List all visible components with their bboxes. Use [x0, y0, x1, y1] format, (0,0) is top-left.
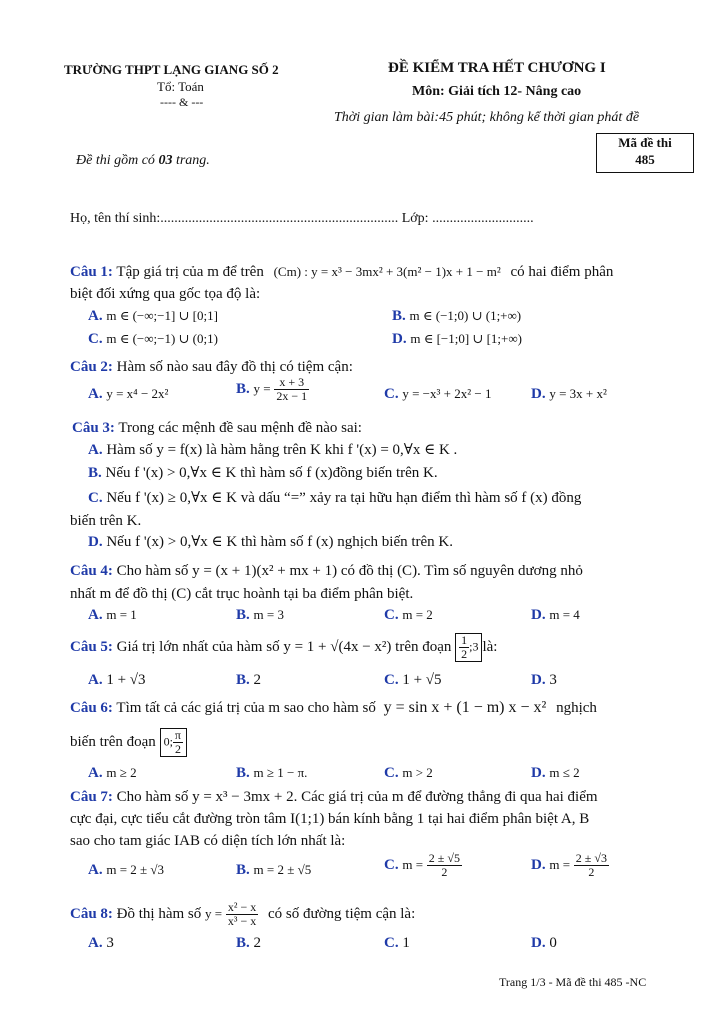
exam-time: Thời gian làm bài:45 phút; không kể thời gian phát đề	[334, 110, 640, 125]
q4-option-c	[384, 605, 433, 625]
q4-option-d	[531, 605, 580, 625]
q7-c-label: C.	[384, 856, 399, 873]
exam-code-box	[596, 133, 694, 173]
q7-b-label: B.	[236, 862, 250, 878]
q5-interval-den: 2	[461, 647, 468, 661]
q5-text-b: là:	[482, 638, 498, 655]
q6-option-a	[88, 763, 137, 783]
q5-b-label: B.	[236, 672, 250, 688]
q3-label: Câu 3:	[72, 420, 115, 436]
q7-a-text: m = 2 ± √3	[106, 862, 165, 877]
q2-b-label: B.	[236, 380, 250, 397]
q1-a-text: m ∈ (−∞;−1] ∪ [0;1]	[106, 308, 218, 323]
q2-d-label: D.	[531, 386, 546, 402]
question-7	[70, 787, 598, 807]
q1-d-text: m ∈ [−1;0] ∪ [1;+∞)	[410, 331, 522, 346]
q7-c-num: 2 ± √5	[428, 851, 460, 865]
q8-option-d	[531, 933, 557, 953]
q4-b-label: B.	[236, 607, 250, 623]
q7-d-num: 2 ± √3	[575, 851, 607, 865]
q3-a-label: A.	[88, 442, 103, 458]
q1-d-label: D.	[392, 331, 407, 347]
q4-option-a	[88, 605, 137, 625]
q3-option-a	[88, 440, 457, 460]
q1-c-text: m ∈ (−∞;−1) ∪ (0;1)	[106, 331, 218, 346]
exam-code: 485	[635, 152, 655, 167]
q4-option-b	[236, 605, 284, 625]
q7-option-b	[236, 860, 311, 880]
q5-text-a: Giá trị lớn nhất của hàm số y = 1 + √(4x − x²) trên đoạn	[116, 638, 452, 655]
pages-note	[76, 153, 210, 169]
q4-d-label: D.	[531, 607, 546, 623]
q8-f-den: x³ − x	[227, 914, 257, 928]
q8-d-label: D.	[531, 935, 546, 951]
q2-option-b	[236, 376, 309, 403]
q2-text: Hàm số nào sau đây đồ thị có tiệm cận:	[116, 359, 353, 375]
q4-a-text: m = 1	[106, 607, 137, 622]
q8-a-label: A.	[88, 935, 103, 951]
q3-option-b	[88, 463, 438, 483]
q1-b-text: m ∈ (−1;0) ∪ (1;+∞)	[409, 308, 522, 323]
student-info-line: Họ, tên thí sinh:.................................................................... Lớp: .............................	[70, 211, 534, 226]
q8-option-a	[88, 933, 114, 953]
q3-b-label: B.	[88, 465, 102, 481]
q6-option-d	[531, 763, 580, 783]
q5-a-label: A.	[88, 672, 103, 688]
q2-b-den: 2x − 1	[276, 389, 308, 403]
q2-option-a	[88, 384, 168, 404]
q6-c-label: C.	[384, 765, 399, 781]
q7-b-text: m = 2 ± √5	[253, 862, 312, 877]
q8-text-a: Đồ thị hàm số	[116, 905, 202, 922]
q8-option-b	[236, 933, 261, 953]
q5-a-text: 1 + √3	[106, 672, 146, 688]
q7-d-label: D.	[531, 856, 546, 873]
q7-text-a: Cho hàm số y = x³ − 3mx + 2. Các giá trị của m để đường thẳng đi qua hai điểm	[116, 789, 598, 805]
question-4	[70, 561, 583, 581]
q2-a-label: A.	[88, 386, 103, 402]
q7-d-fraction	[574, 852, 609, 879]
q5-interval-tail: ;3	[469, 639, 479, 654]
q7-text-c: sao cho tam giác IAB có diện tích lớn nhất là:	[70, 833, 346, 849]
exam-subject: Môn: Giải tích 12- Nâng cao	[412, 84, 582, 99]
q6-text-c: biến trên đoạn	[70, 733, 156, 750]
q6-label: Câu 6:	[70, 700, 113, 716]
q1-label: Câu 1:	[70, 264, 113, 280]
q8-d-text: 0	[549, 935, 557, 951]
q7-c-fraction	[427, 852, 462, 879]
q1-a-label: A.	[88, 308, 103, 324]
q2-c-text: y = −x³ + 2x² − 1	[402, 386, 492, 401]
q2-option-c	[384, 384, 491, 404]
q1-text: Tập giá trị của m để trên	[116, 264, 264, 280]
q3-option-c-cont: biến trên K.	[70, 513, 142, 529]
q8-f-num: x² − x	[227, 900, 257, 914]
q6-text-b: nghịch	[556, 700, 597, 716]
q5-label: Câu 5:	[70, 638, 113, 655]
q7-a-label: A.	[88, 862, 103, 878]
q1-option-c	[88, 329, 218, 349]
q6-option-b	[236, 763, 307, 783]
q1-option-a	[88, 306, 218, 326]
q4-c-text: m = 2	[402, 607, 433, 622]
department: Tổ: Toán	[157, 79, 204, 94]
q1-option-d	[392, 329, 522, 349]
q5-interval-frac	[459, 634, 469, 661]
q6-c-text: m > 2	[402, 765, 433, 780]
q5-interval	[455, 633, 482, 662]
q2-d-text: y = 3x + x²	[549, 386, 607, 401]
q8-text-b: có số đường tiệm cận là:	[267, 905, 416, 922]
q2-b-num: x + 3	[274, 376, 309, 390]
q7-d-den: 2	[588, 865, 595, 879]
q5-b-text: 2	[253, 672, 262, 688]
q2-option-d	[531, 384, 607, 404]
q6-a-text: m ≥ 2	[106, 765, 137, 780]
q7-option-d	[531, 852, 609, 879]
pages-note-pre: Đề thi gồm có	[76, 153, 159, 168]
q8-c-text: 1	[402, 935, 410, 951]
q1-text-c: biệt đối xứng qua gốc tọa độ là:	[70, 286, 261, 302]
q7-text-b: cực đại, cực tiểu cắt đường tròn tâm I(1;1) bán kính bằng 1 tại hai điểm phân biệt A, B	[70, 811, 590, 827]
pages-note-num: 03	[158, 153, 173, 168]
q2-b-fraction	[274, 376, 309, 403]
q3-option-d	[88, 532, 453, 552]
q5-option-d	[531, 670, 557, 690]
q4-text-a: Cho hàm số y = (x + 1)(x² + mx + 1) có đồ thị (C). Tìm số nguyên dương nhỏ	[116, 563, 583, 579]
question-1	[70, 262, 613, 282]
q8-f-pre: y =	[205, 905, 223, 921]
school-name: TRƯỜNG THPT LẠNG GIANG SỐ 2	[64, 62, 279, 77]
q8-a-text: 3	[106, 935, 114, 951]
question-3	[72, 418, 362, 438]
q4-text-b: nhất m để đồ thị (C) cắt trục hoành tại ba điểm phân biệt.	[70, 586, 414, 602]
q4-d-text: m = 4	[549, 607, 580, 622]
q6-interval-frac	[173, 729, 183, 756]
page-footer: Trang 1/3 - Mã đề thi 485 -NC	[499, 975, 647, 989]
q4-c-label: C.	[384, 607, 399, 623]
q1-option-b	[392, 306, 521, 326]
q2-b-pre: y =	[253, 380, 271, 396]
q3-option-c	[88, 488, 581, 508]
q4-label: Câu 4:	[70, 563, 113, 579]
q7-c-pre: m =	[402, 856, 424, 872]
q6-text-c-line	[70, 728, 187, 757]
q6-option-c	[384, 763, 433, 783]
q7-option-a	[88, 860, 164, 880]
q8-b-label: B.	[236, 935, 250, 951]
exam-title: ĐỀ KIỂM TRA HẾT CHƯƠNG I	[388, 60, 606, 76]
q3-b-text: Nếu f '(x) > 0,∀x ∈ K thì hàm số f (x)đồng biến trên K.	[105, 465, 438, 481]
q8-fraction	[226, 901, 258, 928]
q6-b-text: m ≥ 1 − π.	[253, 765, 308, 780]
q8-c-label: C.	[384, 935, 399, 951]
q6-function: y = sin x + (1 − m) x − x²	[383, 699, 547, 716]
q8-b-text: 2	[253, 935, 262, 951]
q4-b-text: m = 3	[253, 607, 284, 622]
pages-note-post: trang.	[172, 153, 210, 168]
q7-label: Câu 7:	[70, 789, 113, 805]
q3-c-text: Nếu f '(x) ≥ 0,∀x ∈ K và dấu “=” xảy ra tại hữu hạn điểm thì hàm số f (x) đồng	[106, 490, 582, 506]
question-2	[70, 357, 353, 377]
q7-c-den: 2	[441, 865, 448, 879]
q3-d-text: Nếu f '(x) > 0,∀x ∈ K thì hàm số f (x) nghịch biến trên K.	[106, 534, 454, 550]
q6-b-label: B.	[236, 765, 250, 781]
q5-c-text: 1 + √5	[402, 672, 442, 688]
q2-a-text: y = x⁴ − 2x²	[106, 386, 169, 401]
q5-interval-num: 1	[461, 633, 468, 647]
q4-a-label: A.	[88, 607, 103, 623]
q6-interval-head: 0;	[163, 734, 173, 749]
q3-a-text: Hàm số y = f(x) là hàm hằng trên K khi f '(x) = 0,∀x ∈ K .	[106, 442, 458, 458]
q6-text-a: Tìm tất cả các giá trị của m sao cho hàm số	[116, 700, 376, 716]
q8-option-c	[384, 933, 410, 953]
q8-label: Câu 8:	[70, 905, 113, 922]
q6-a-label: A.	[88, 765, 103, 781]
q5-c-label: C.	[384, 672, 399, 688]
q1-c-label: C.	[88, 331, 103, 347]
q2-c-label: C.	[384, 386, 399, 402]
q1-curve: (Cm) : y = x³ − 3mx² + 3(m² − 1)x + 1 − m²	[273, 264, 501, 279]
q5-d-label: D.	[531, 672, 546, 688]
q3-text: Trong các mệnh đề sau mệnh đề nào sai:	[118, 420, 362, 436]
q5-option-a	[88, 670, 146, 690]
exam-code-label: Mã đề thi	[618, 135, 672, 150]
q1-text-b: có hai điểm phân	[510, 264, 614, 280]
q7-d-pre: m =	[549, 856, 571, 872]
header-decoration: ---- & ---	[160, 95, 204, 109]
q1-b-label: B.	[392, 308, 406, 324]
q5-d-text: 3	[549, 672, 557, 688]
q5-option-b	[236, 670, 261, 690]
q6-interval-num: π	[174, 728, 181, 742]
q6-d-text: m ≤ 2	[549, 765, 580, 780]
q3-d-label: D.	[88, 534, 103, 550]
q7-option-c	[384, 852, 462, 879]
question-8	[70, 901, 415, 928]
q3-c-label: C.	[88, 490, 103, 506]
q2-label: Câu 2:	[70, 359, 113, 375]
q5-option-c	[384, 670, 442, 690]
question-5	[70, 633, 497, 662]
q6-interval-den: 2	[174, 742, 181, 756]
q6-d-label: D.	[531, 765, 546, 781]
q6-interval	[160, 728, 187, 757]
question-6	[70, 698, 597, 718]
